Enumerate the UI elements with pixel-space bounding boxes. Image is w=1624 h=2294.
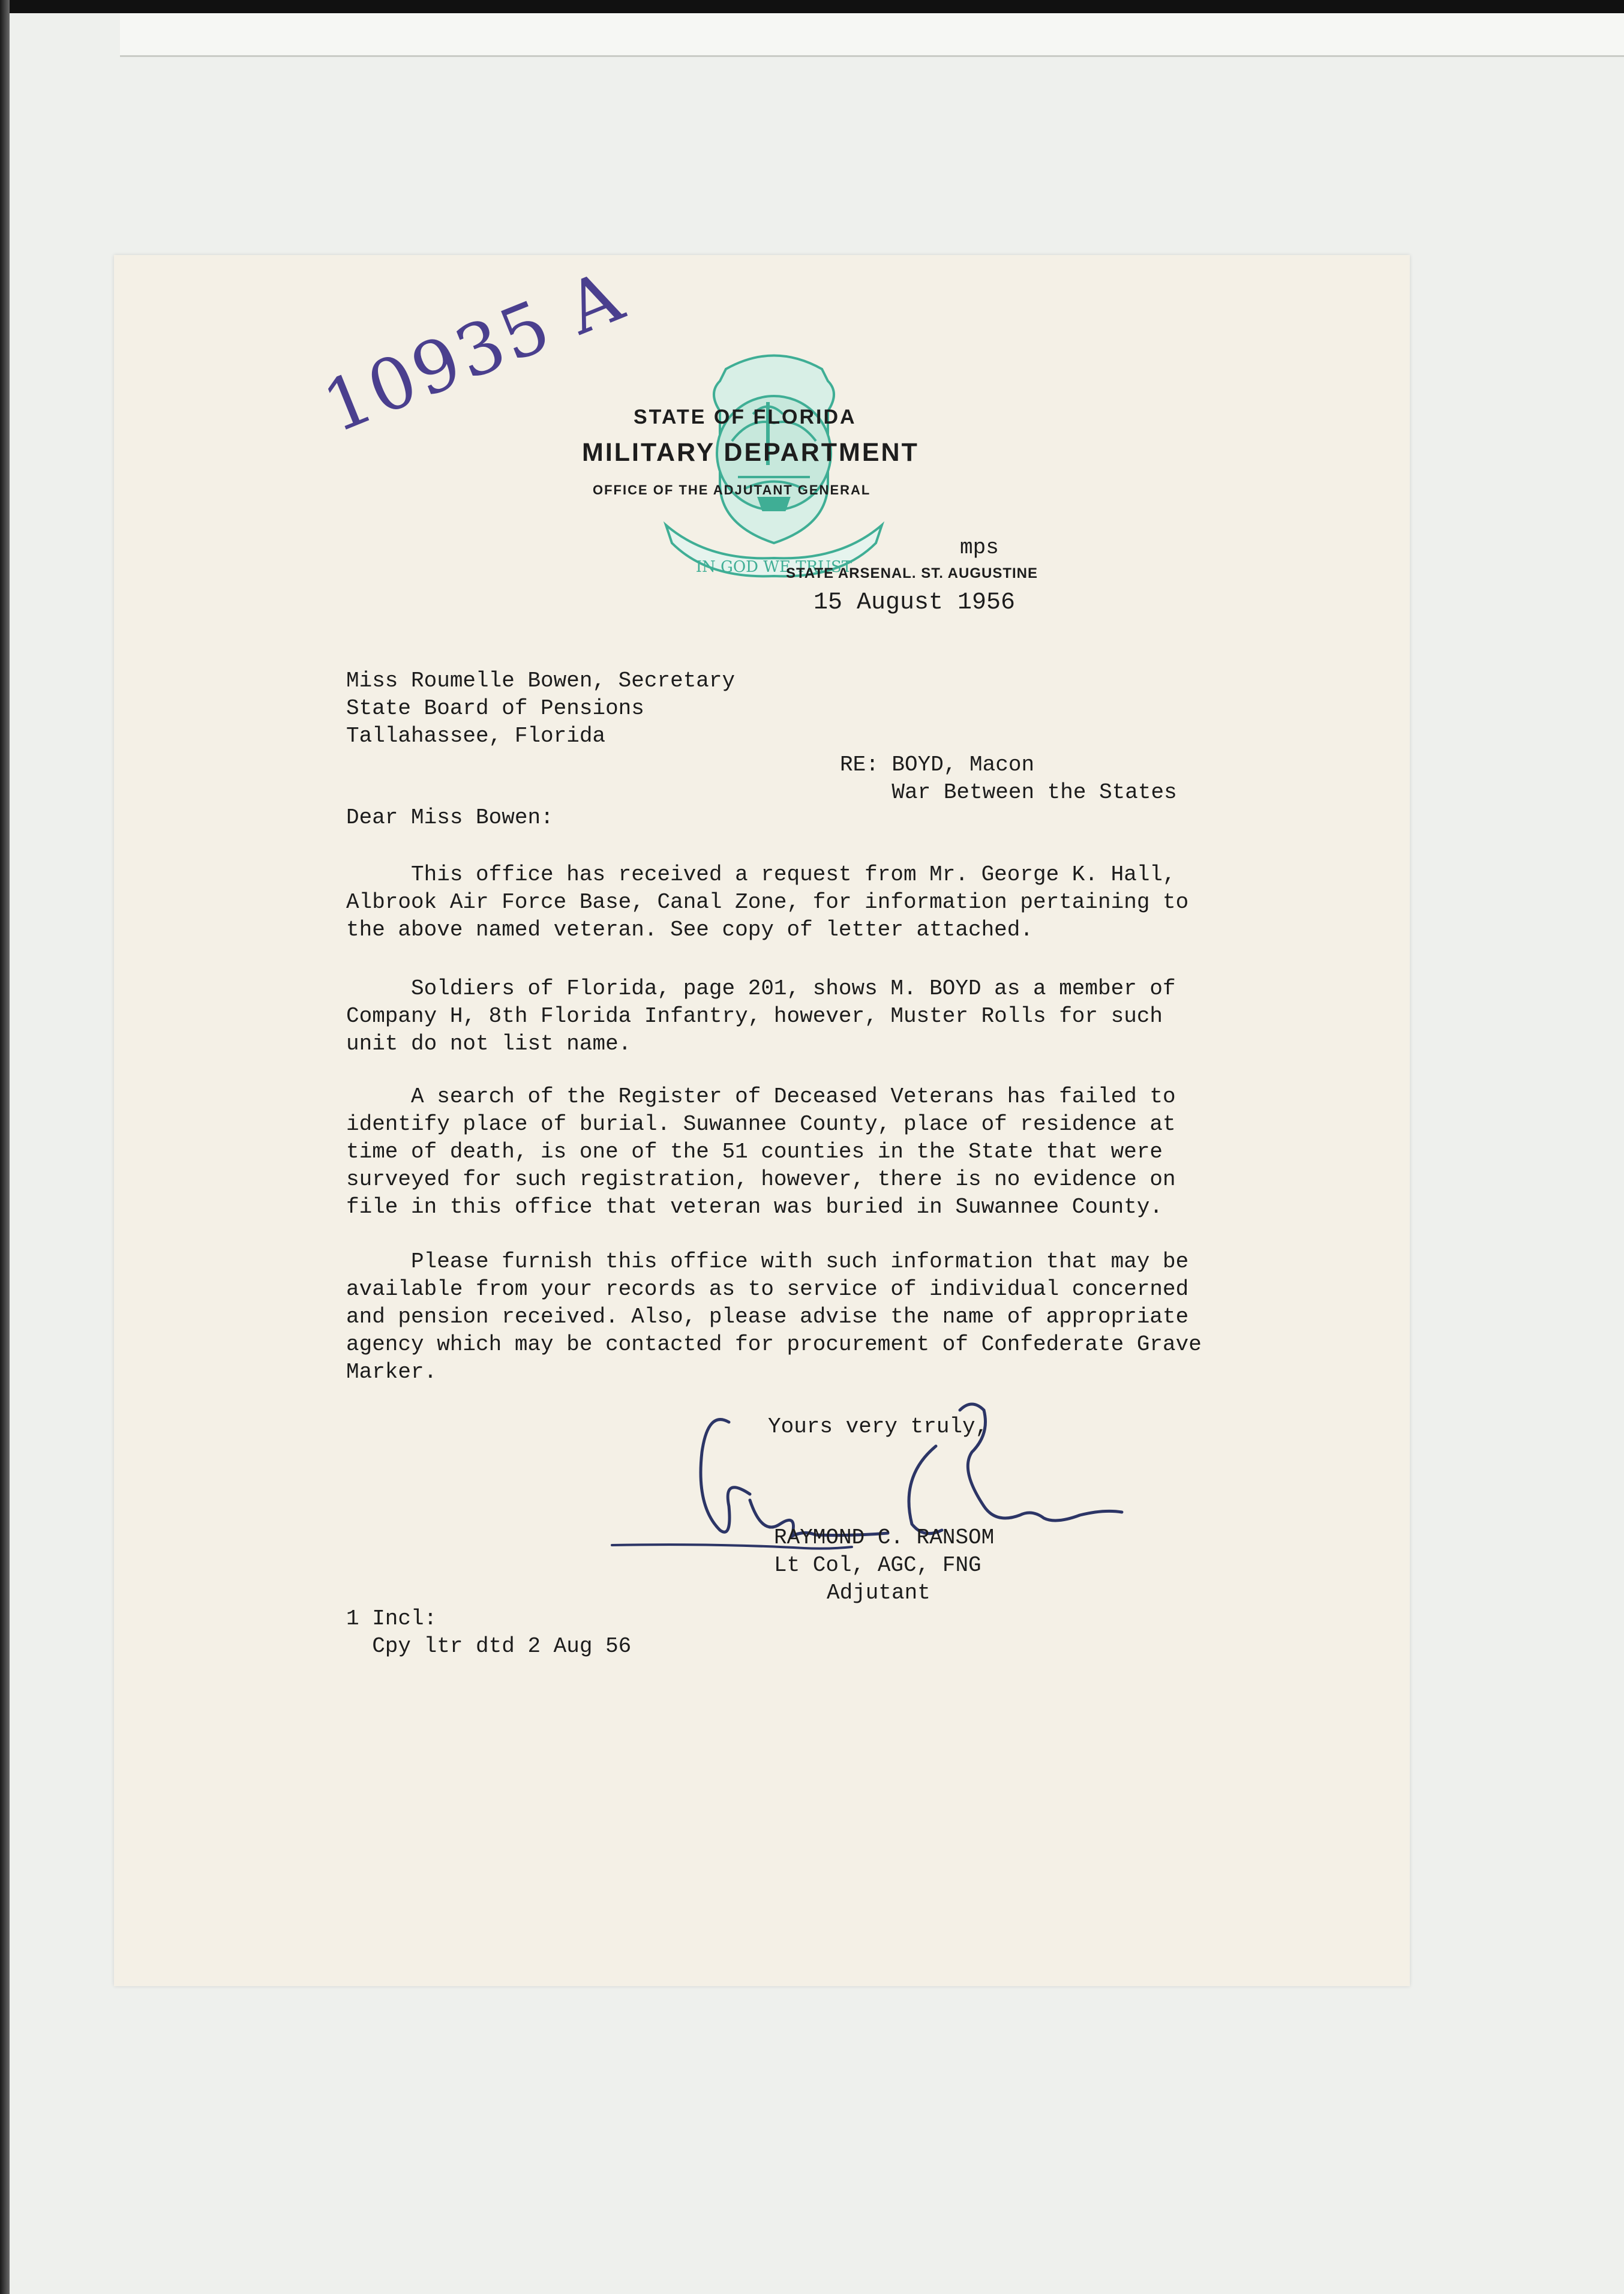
letterhead-location: STATE ARSENAL. ST. AUGUSTINE — [786, 565, 1038, 581]
re-line: War Between the States — [840, 780, 1177, 805]
signer-title: Adjutant — [827, 1581, 930, 1605]
recipient-line: Tallahassee, Florida — [346, 724, 606, 748]
body-paragraph: This office has received a request from Mr. George K. Hall, Albrook Air Force Base, Canal Zone, for information pertaining to the above named veteran. See copy of letter attached. — [346, 862, 1189, 942]
state-seal-icon — [648, 345, 900, 597]
recipient-address — [346, 667, 735, 750]
body-paragraph: Soldiers of Florida, page 201, shows M. BOYD as a member of Company H, 8th Florida Infantry, however, Muster Rolls for such unit do not list name. — [346, 976, 1176, 1056]
seal-motto: IN GOD WE TRUST — [695, 558, 852, 576]
re-line: RE: BOYD, Macon — [840, 752, 1035, 777]
enclosure-note — [346, 1605, 631, 1660]
body-paragraph: A search of the Register of Deceased Veterans has failed to identify place of burial. Suwannee County, place of residence at time of death, is one of the 51 counties in the State that were surveyed for such registration, however, there is no evidence on file in this office that veteran was buried in Suwannee County. — [346, 1084, 1176, 1219]
subject-reference — [840, 751, 1177, 806]
signature-block — [774, 1524, 994, 1607]
scanner-frame-top — [0, 0, 1624, 13]
enclosure-line: 1 Incl: — [346, 1606, 437, 1631]
letter-date: 15 August 1956 — [813, 589, 1016, 616]
backing-sheet — [120, 13, 1624, 57]
enclosure-line: Cpy ltr dtd 2 Aug 56 — [346, 1634, 632, 1659]
typist-initials: mps — [960, 535, 999, 560]
recipient-line: State Board of Pensions — [346, 696, 644, 721]
signer-name: RAYMOND C. RANSOM — [774, 1525, 995, 1550]
handwritten-file-number: 10935 A — [312, 253, 636, 449]
signer-rank: Lt Col, AGC, FNG — [774, 1553, 981, 1578]
letterhead-department: MILITARY DEPARTMENT — [582, 438, 919, 467]
body-paragraph: Please furnish this office with such information that may be available from your records as to service of individual concerned and pension received. Also, please advise the name of appropriate agency which may be contacted for procurement of Confederate Grave Marker. — [346, 1249, 1202, 1384]
closing: Yours very truly, — [768, 1414, 989, 1439]
recipient-line: Miss Roumelle Bowen, Secretary — [346, 668, 736, 693]
letterhead-state: STATE OF FLORIDA — [634, 406, 857, 428]
scanner-frame-left — [0, 0, 10, 2294]
salutation: Dear Miss Bowen: — [346, 805, 554, 830]
letterhead-office: OFFICE OF THE ADJUTANT GENERAL — [593, 482, 871, 497]
